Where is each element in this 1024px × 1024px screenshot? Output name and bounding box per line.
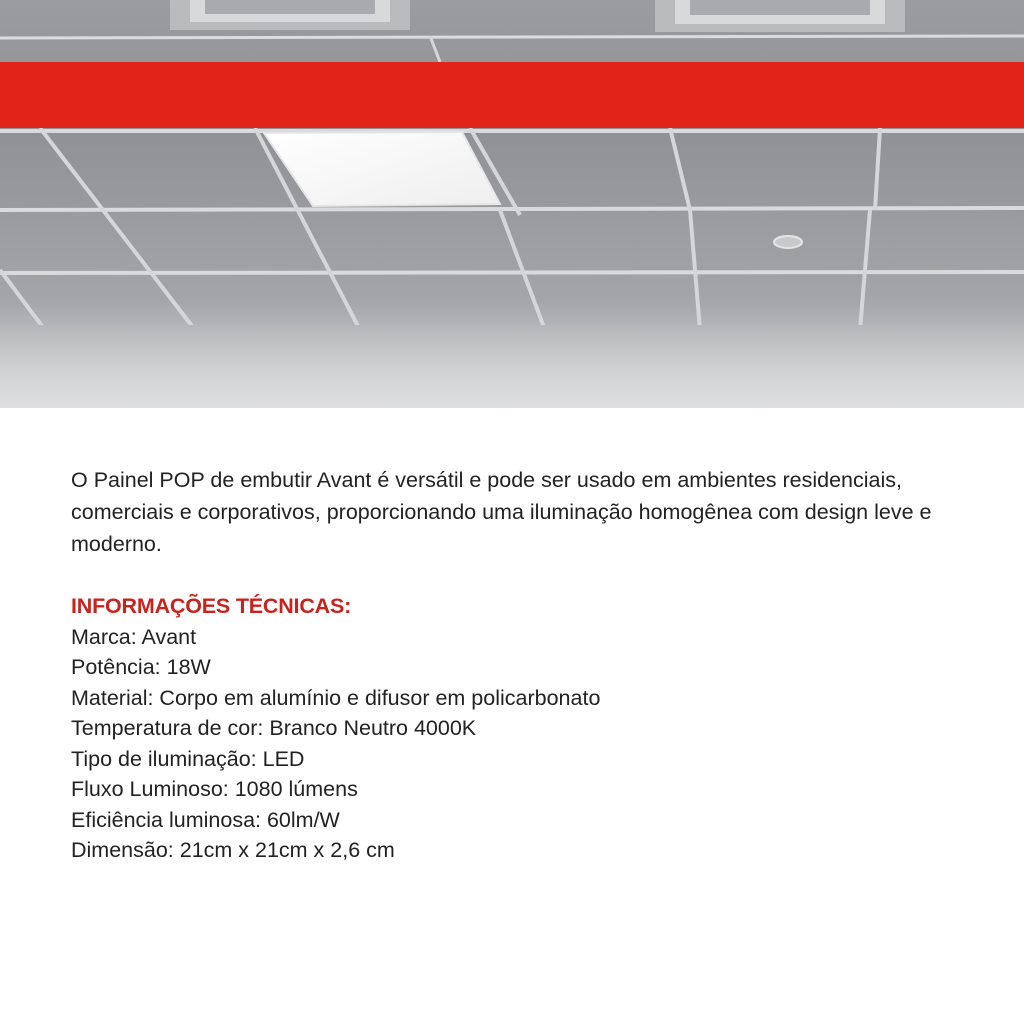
air-vent-left (170, 0, 410, 30)
product-description: O Painel POP de embutir Avant é versátil e pode ser usado em ambientes residenciais, comerciais e corporativos, proporcionando uma iluminação homogênea com design leve e moderno. (71, 468, 932, 556)
spec-luminous-efficiency: Eficiência luminosa: 60lm/W (71, 807, 340, 832)
ceiling-grid-line (0, 36, 1024, 38)
spec-dimensions: Dimensão: 21cm x 21cm x 2,6 cm (71, 838, 395, 862)
spec-lighting-type: Tipo de iluminação: LED (71, 746, 305, 771)
spec-brand: Marca: Avant (71, 624, 197, 649)
spec-material: Material: Corpo em alumínio e difusor em policarbonato (71, 685, 601, 710)
air-vent-right (655, 0, 905, 32)
wall-area (0, 325, 1024, 408)
spec-power: Potência: 18W (71, 655, 211, 679)
spec-luminous-flux: Fluxo Luminoso: 1080 lúmens (71, 777, 358, 801)
ceiling-panel-photo (0, 0, 1024, 408)
ceiling-sensor (774, 236, 802, 248)
specs-heading: INFORMAÇÕES TÉCNICAS: (71, 594, 352, 618)
led-panel (264, 132, 500, 206)
red-banner (0, 62, 1024, 128)
spec-color-temperature: Temperatura de cor: Branco Neutro 4000K (71, 716, 477, 740)
technical-specs (71, 591, 971, 866)
